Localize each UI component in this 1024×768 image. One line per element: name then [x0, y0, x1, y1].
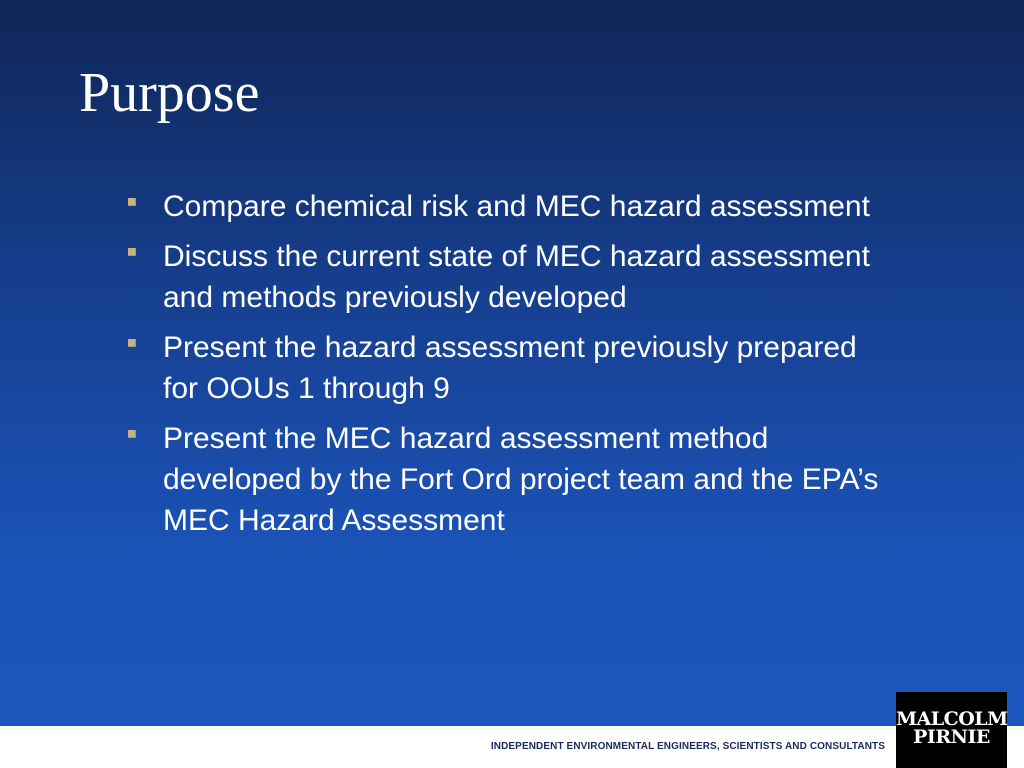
bullet-text: Compare chemical risk and MEC hazard assessment — [163, 190, 870, 223]
logo-text-line2: PIRNIE — [913, 726, 990, 748]
bullet-text: Present the hazard assessment previously prepared for OOUs 1 through 9 — [163, 331, 857, 405]
bullet-text: Present the MEC hazard assessment method developed by the Fort Ord project team and the EPA’s MEC Hazard Assessment — [163, 422, 879, 537]
square-bullet-icon — [128, 248, 136, 256]
malcolm-pirnie-logo — [896, 692, 1007, 768]
square-bullet-icon — [128, 339, 136, 347]
square-bullet-icon — [128, 198, 136, 206]
bullet-item — [128, 186, 898, 227]
bullet-item — [128, 327, 898, 409]
company-tagline: INDEPENDENT ENVIRONMENTAL ENGINEERS, SCIENTISTS AND CONSULTANTS — [490, 741, 885, 752]
slide-title: Purpose — [79, 62, 260, 124]
bullet-text: Discuss the current state of MEC hazard assessment and methods previously developed — [163, 240, 870, 314]
bullet-list — [128, 186, 898, 550]
bullet-item — [128, 236, 898, 318]
bullet-item — [128, 418, 898, 541]
square-bullet-icon — [128, 430, 136, 438]
logo-text-line1: MALCOLM — [896, 708, 1008, 730]
